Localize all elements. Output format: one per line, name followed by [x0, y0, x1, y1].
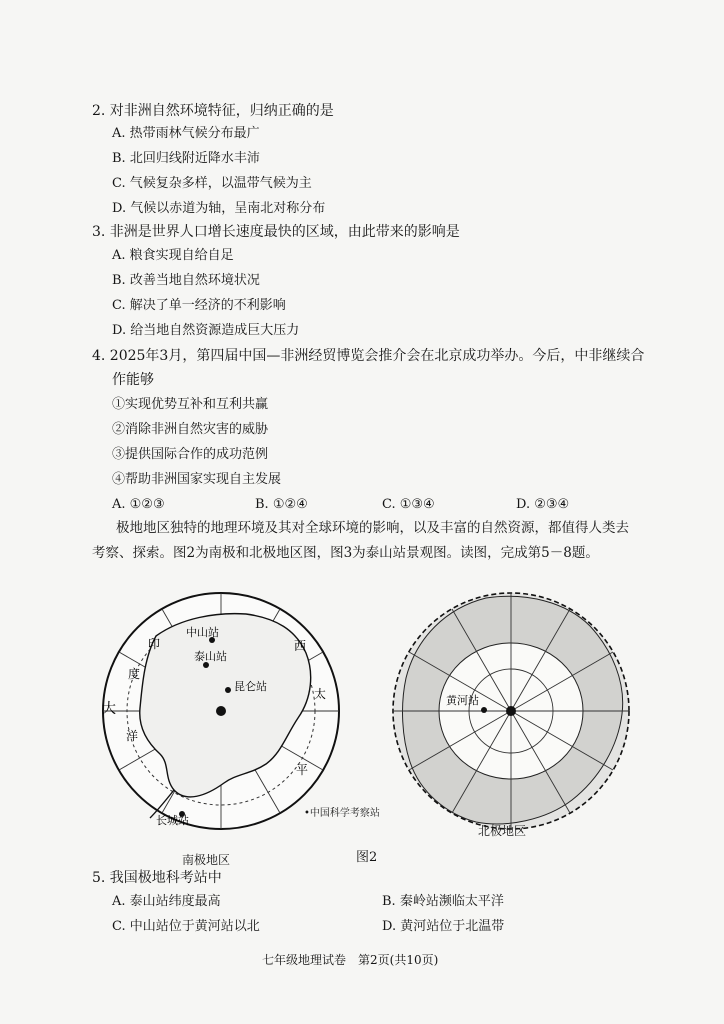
ocean-label-tai: 太 — [314, 687, 327, 701]
q4-choice-a: A. ①②③ — [112, 497, 165, 512]
q2-option-a: A. 热带雨林气候分布最广 — [112, 126, 260, 141]
q2-option-c: C. 气候复杂多样，以温带气候为主 — [112, 176, 312, 191]
q5-option-c: C. 中山站位于黄河站以北 — [112, 919, 260, 934]
q4-stem-line2: 作能够 — [112, 372, 154, 388]
page-footer: 七年级地理试卷 第2页(共10页) — [262, 953, 439, 967]
q4-statement-4: ④帮助非洲国家实现自主发展 — [112, 472, 282, 487]
q3-option-b: B. 改善当地自然环境状况 — [112, 273, 260, 288]
ocean-label-yang: 洋 — [126, 729, 139, 743]
q5-option-a: A. 泰山站纬度最高 — [112, 894, 221, 909]
q4-statement-3: ③提供国际合作的成功范例 — [112, 447, 269, 462]
q4-choice-c: C. ①③④ — [382, 497, 435, 512]
q4-stem-line1: 4. 2025年3月，第四届中国—非洲经贸博览会推介会在北京成功举办。今后，中非继续合 — [92, 348, 645, 364]
yellow-river-station-dot — [481, 707, 487, 713]
zhongshan-station-label: 中山站 — [186, 626, 219, 639]
ocean-label-du: 度 — [128, 667, 141, 681]
taishan-station-label: 泰山站 — [194, 650, 227, 663]
q4-choice-d: D. ②③④ — [516, 497, 570, 512]
great-wall-station-label: 长城站 — [156, 814, 189, 827]
south-pole-caption: 南极地区 — [182, 853, 231, 867]
q4-statement-2: ②消除非洲自然灾害的威胁 — [112, 422, 269, 437]
q5-option-d: D. 黄河站位于北温带 — [382, 919, 505, 934]
q2-stem: 2. 对非洲自然环境特征，归纳正确的是 — [92, 103, 334, 119]
figure-label: 图2 — [356, 850, 378, 865]
q3-stem: 3. 非洲是世界人口增长速度最快的区域，由此带来的影响是 — [92, 224, 460, 240]
q3-option-c: C. 解决了单一经济的不利影响 — [112, 298, 286, 313]
q2-option-b: B. 北回归线附近降水丰沛 — [112, 151, 260, 166]
intro-line1: 极地地区独特的地理环境及其对全球环境的影响，以及丰富的自然资源，都值得人类去 — [116, 520, 629, 536]
ocean-label-yin: 印 — [148, 637, 161, 651]
q4-statement-1: ①实现优势互补和互利共赢 — [112, 397, 269, 412]
q2-option-d: D. 气候以赤道为轴，呈南北对称分布 — [112, 201, 326, 216]
q4-choice-b: B. ①②④ — [255, 497, 308, 512]
kunlun-station-dot — [225, 687, 231, 693]
ocean-label-da: 大 — [102, 701, 116, 717]
q5-stem: 5. 我国极地科考站中 — [92, 870, 222, 886]
yellow-river-station-label: 黄河站 — [446, 694, 479, 707]
kunlun-station-label: 昆仑站 — [234, 680, 267, 693]
north-pole-map — [376, 578, 646, 848]
north-pole-caption: 北极地区 — [478, 824, 527, 838]
intro-line2: 考察、探索。图2为南极和北极地区图，图3为泰山站景观图。读图，完成第5－8题。 — [92, 545, 599, 561]
q3-option-d: D. 给当地自然资源造成巨大压力 — [112, 323, 300, 338]
ocean-label-ping: 平 — [296, 763, 309, 777]
ocean-label-xi: 西 — [294, 639, 307, 653]
station-legend: •中国科学考察站 — [304, 808, 380, 819]
q3-option-a: A. 粮食实现自给自足 — [112, 248, 234, 263]
q5-option-b: B. 秦岭站濒临太平洋 — [382, 894, 504, 909]
